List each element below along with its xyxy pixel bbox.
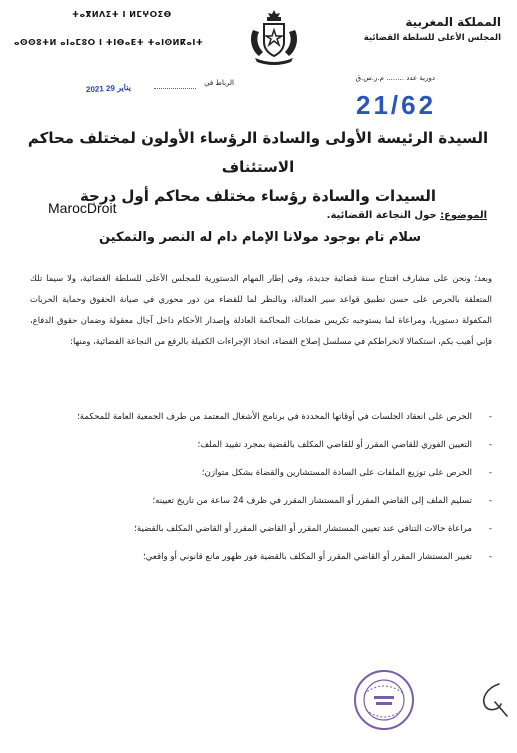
list-item bbox=[30, 464, 492, 482]
bullet-dash: - bbox=[488, 468, 492, 478]
bullet-dash: - bbox=[488, 552, 492, 562]
list-item-text: مراعاة حالات التنافي عند تعيين المستشار المقرر أو القاضي المقرر أو القاضي المكلف بالقضية؛ bbox=[134, 524, 472, 534]
list-item-text: تغيير المستشار المقرر أو القاضي المقرر أو المكلف بالقضية فور ظهور مانع قانوني أو واقعي؛ bbox=[142, 552, 472, 562]
kingdom-name: المملكة المغربية bbox=[405, 15, 501, 29]
list-item bbox=[30, 548, 492, 566]
date-dotted-line bbox=[154, 88, 196, 89]
bullet-dash: - bbox=[488, 524, 492, 534]
salutation: سلام تام بوجود مولانا الإمام دام له النصر والتمكين bbox=[98, 230, 422, 245]
list-item bbox=[30, 492, 492, 510]
watermark-text: MarocDroit bbox=[48, 200, 117, 216]
measures-list bbox=[30, 408, 492, 576]
subject-line bbox=[327, 210, 487, 221]
council-name: المجلس الأعلى للسلطة القضائية bbox=[363, 33, 501, 43]
bullet-dash: - bbox=[488, 496, 492, 506]
council-seal-stamp-icon bbox=[352, 668, 416, 732]
circular-label: دورية عدد ........ م.ر.س.ق bbox=[355, 74, 435, 82]
circular-number: 21/62 bbox=[356, 90, 437, 120]
handwritten-page-number-icon bbox=[473, 680, 509, 720]
addressee-line-1: السيدة الرئيسة الأولى والسادة الرؤساء الأولون لمختلف محاكم الاستئناف bbox=[27, 129, 489, 176]
place-label: الرباط في bbox=[204, 79, 234, 87]
list-item-text: التعيين الفوري للقاضي المقرر أو للقاضي المكلف بالقضية بمجرد تقييد الملف؛ bbox=[197, 440, 472, 450]
tifinagh-kingdom-line: ⵜⴰⴳⵍⴷⵉⵜ ⵏ ⵍⵎⵖⵔⵉⴱ bbox=[72, 10, 172, 19]
kingdom-header bbox=[331, 14, 501, 46]
date-stamp: 2021 29 يناير bbox=[85, 82, 132, 95]
subject-text: حول النجاعة القضائية. bbox=[326, 210, 437, 221]
bullet-dash: - bbox=[488, 440, 492, 450]
moroccan-coat-of-arms-icon bbox=[245, 8, 303, 66]
list-item bbox=[30, 408, 492, 426]
bullet-dash: - bbox=[488, 412, 492, 422]
body-paragraph: وبعد؛ ونحن على مشارف افتتاح سنة قضائية جديدة، وفي إطار المهام الدستورية للمجلس الأعلى للسلطة القضائية، ولا سيما تلك المتعلقة بالحرص على حسن تطبيق قواعد سير العدالة، وبالنظر لما للقضاء من دور محوري في صيانة الحقوق وحماية الحريات المكفولة دستوريا، ومراعاة لما يستوجبه تكريس ضمانات المحاكمة العادلة وإصدار الأحكام داخل آجال معقولة وضمان حقوق الدفاع، فإني أهيب بكم، استكمالا لانخراطكم في مسلسل إصلاح القضاء، اتخاذ الإجراءات الكفيلة بالرفع من النجاعة القضائية، ومنها: bbox=[30, 273, 492, 346]
list-item bbox=[30, 436, 492, 454]
tifinagh-council-line: ⴰⵙⵙⵓⵜⵍ ⴰⵏⴰⵎⵓⵔ ⵏ ⵜⵏⴱⴰⴹⵜ ⵜⴰⵏⵙⵍⴽⴰⵏⵜ bbox=[14, 38, 204, 47]
subject-label: الموضوع: bbox=[440, 210, 487, 221]
list-item-text: الحرص على انعقاد الجلسات في أوقاتها المحددة في برنامج الأشغال المعتمد من طرف الجمعية العامة للمحكمة؛ bbox=[77, 412, 472, 422]
list-item bbox=[30, 520, 492, 538]
addressee-line-2: السيدات والسادة رؤساء مختلف محاكم أول درجة bbox=[79, 187, 437, 205]
list-item-text: تسليم الملف إلى القاضي المقرر أو المستشار المقرر في ظرف 24 ساعة من تاريخ تعيينه؛ bbox=[152, 496, 472, 506]
list-item-text: الحرص على توزيع الملفات على السادة المستشارين والقضاة بشكل متوازن؛ bbox=[201, 468, 472, 478]
addressee-block bbox=[18, 124, 498, 211]
